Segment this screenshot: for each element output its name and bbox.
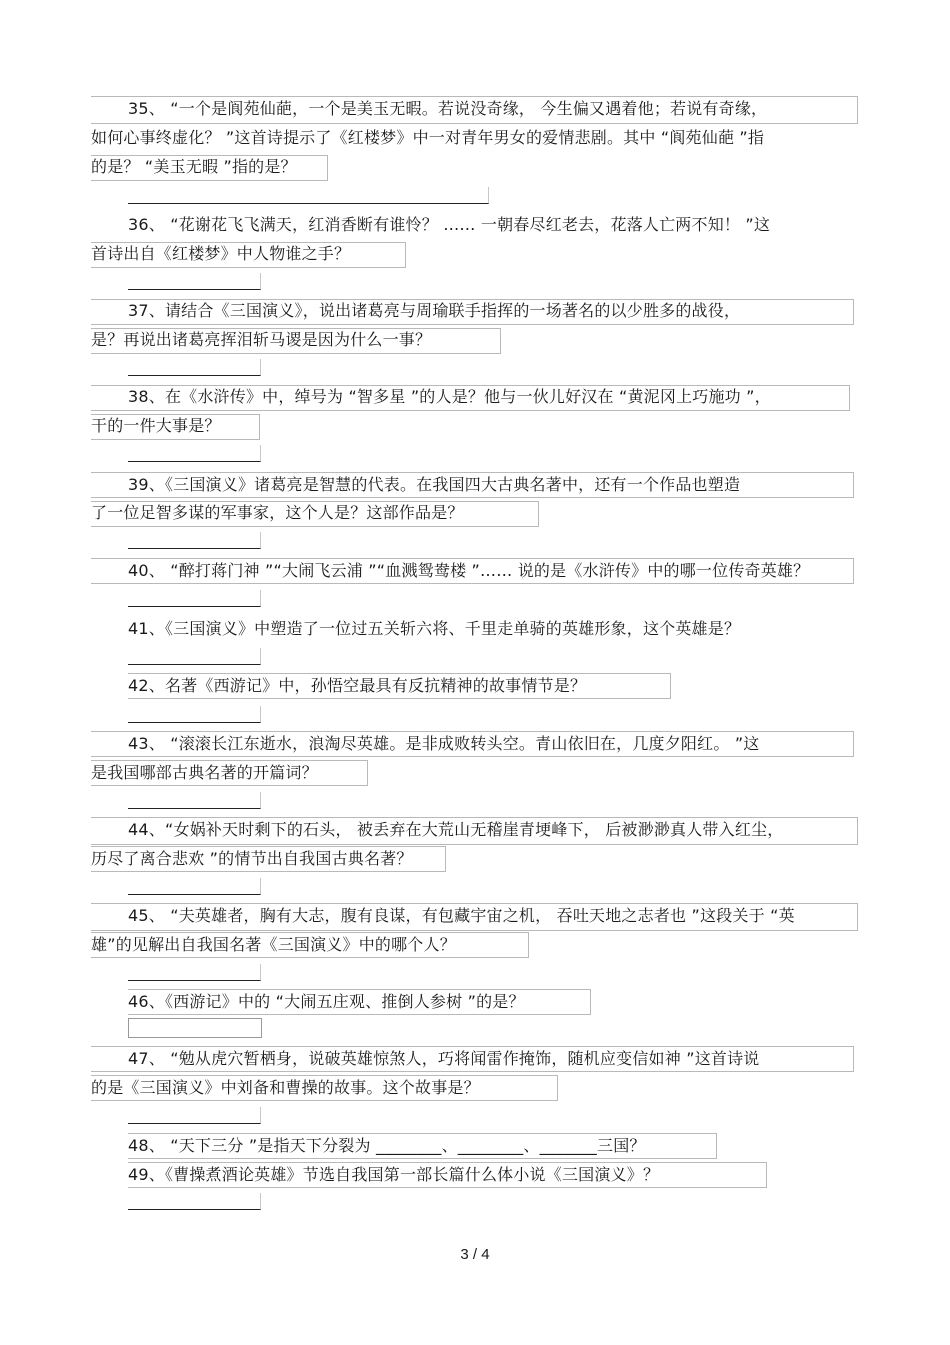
q42-line-1: 42、名著《西游记》中，孙悟空最具有反抗精神的故事情节是？ bbox=[128, 676, 587, 695]
q35-line-3: 的是？ “美玉无暇 ”指的是？ bbox=[91, 157, 297, 176]
q49-line-1: 49、《曹操煮酒论英雄》节选自我国第一部长篇什么体小说《三国演义》？ bbox=[128, 1165, 660, 1184]
q47-line-1: 47、 “勉从虎穴暂栖身，说破英雄惊煞人，巧将闻雷作掩饰，随机应变信如神 ”这首诗说 bbox=[128, 1049, 760, 1068]
q44-line-1: 44、“女娲补天时剩下的石头， 被丢弃在大荒山无稽崖青埂峰下， 后被渺渺真人带入红尘， bbox=[128, 820, 784, 839]
q36-line-2: 首诗出自《红楼梦》中人物谁之手？ bbox=[91, 244, 351, 263]
q48-line-1: 48、 “天下三分 ”是指天下分裂为 ________、________、_______三国？ bbox=[128, 1136, 646, 1155]
page-number: 3 / 4 bbox=[460, 1246, 490, 1263]
q38-line-1: 38、在《水浒传》中，绰号为 “智多星 ”的人是？他与一伙儿好汉在 “黄泥冈上巧施功 ”， bbox=[128, 387, 771, 406]
q39-line-1: 39、《三国演义》诸葛亮是智慧的代表。在我国四大古典名著中，还有一个作品也塑造 bbox=[128, 475, 741, 494]
q38-answer-line[interactable] bbox=[128, 445, 261, 462]
q46-answer-box[interactable] bbox=[128, 1018, 262, 1038]
q39-line-2: 了一位足智多谋的军事家，这个人是？这部作品是？ bbox=[91, 503, 464, 522]
q37-line-1: 37、请结合《三国演义》，说出诸葛亮与周瑜联手指挥的一场著名的以少胜多的战役， bbox=[128, 301, 741, 320]
q41-answer-line[interactable] bbox=[128, 648, 261, 665]
q47-answer-line[interactable] bbox=[128, 1107, 261, 1124]
q36-line-1: 36、 “花谢花飞飞满天，红消香断有谁怜？ …… 一朝春尽红老去，花落人亡两不知！ ”这 bbox=[128, 215, 771, 234]
q36-answer-line[interactable] bbox=[128, 273, 261, 290]
q49-answer-line[interactable] bbox=[128, 1193, 261, 1210]
q41-line-1: 41、《三国演义》中塑造了一位过五关斩六将、千里走单骑的英雄形象，这个英雄是？ bbox=[128, 619, 741, 638]
q40-answer-line[interactable] bbox=[128, 590, 261, 607]
q42-answer-line[interactable] bbox=[128, 706, 261, 723]
q39-answer-line[interactable] bbox=[128, 532, 261, 549]
q38-line-2: 干的一件大事是？ bbox=[91, 416, 221, 435]
q46-line-1: 46、《西游记》中的 “大闹五庄观、推倒人参树 ”的是？ bbox=[128, 992, 525, 1011]
q43-line-1: 43、 “滚滚长江东逝水，浪淘尽英雄。是非成败转头空。青山依旧在，几度夕阳红。 ”这 bbox=[128, 734, 760, 753]
q35-line-2: 如何心事终虚化？ ”这首诗提示了《红楼梦》中一对青年男女的爱情悲剧。其中 “阆苑仙葩 ”指 bbox=[91, 128, 765, 147]
q37-line-2: 是？再说出诸葛亮挥泪斩马谡是因为什么一事？ bbox=[91, 330, 432, 349]
q35-line-1: 35、 “一个是阆苑仙葩，一个是美玉无暇。若说没奇缘， 今生偏又遇着他；若说有奇缘， bbox=[128, 99, 768, 118]
q44-line-2: 历尽了离合悲欢 ”的情节出自我国古典名著？ bbox=[91, 849, 413, 868]
q43-line-2: 是我国哪部古典名著的开篇词？ bbox=[91, 763, 318, 782]
q35-answer-line[interactable] bbox=[128, 187, 489, 204]
q47-line-2: 的是《三国演义》中刘备和曹操的故事。这个故事是？ bbox=[91, 1078, 480, 1097]
q45-answer-line[interactable] bbox=[128, 964, 261, 981]
q44-answer-line[interactable] bbox=[128, 878, 261, 895]
q45-line-1: 45、 “夫英雄者，胸有大志，腹有良谋，有包藏宇宙之机， 吞吐天地之志者也 ”这段关于 “英 bbox=[128, 906, 795, 925]
q40-line-1: 40、 “醉打蒋门神 ”“大闹飞云浦 ”“血溅鸳鸯楼 ”…… 说的是《水浒传》中的哪一位传奇英雄？ bbox=[128, 561, 810, 580]
q43-answer-line[interactable] bbox=[128, 792, 261, 809]
q45-line-2: 雄”的见解出自我国名著《三国演义》中的哪个人？ bbox=[91, 935, 456, 954]
q37-answer-line[interactable] bbox=[128, 359, 261, 376]
